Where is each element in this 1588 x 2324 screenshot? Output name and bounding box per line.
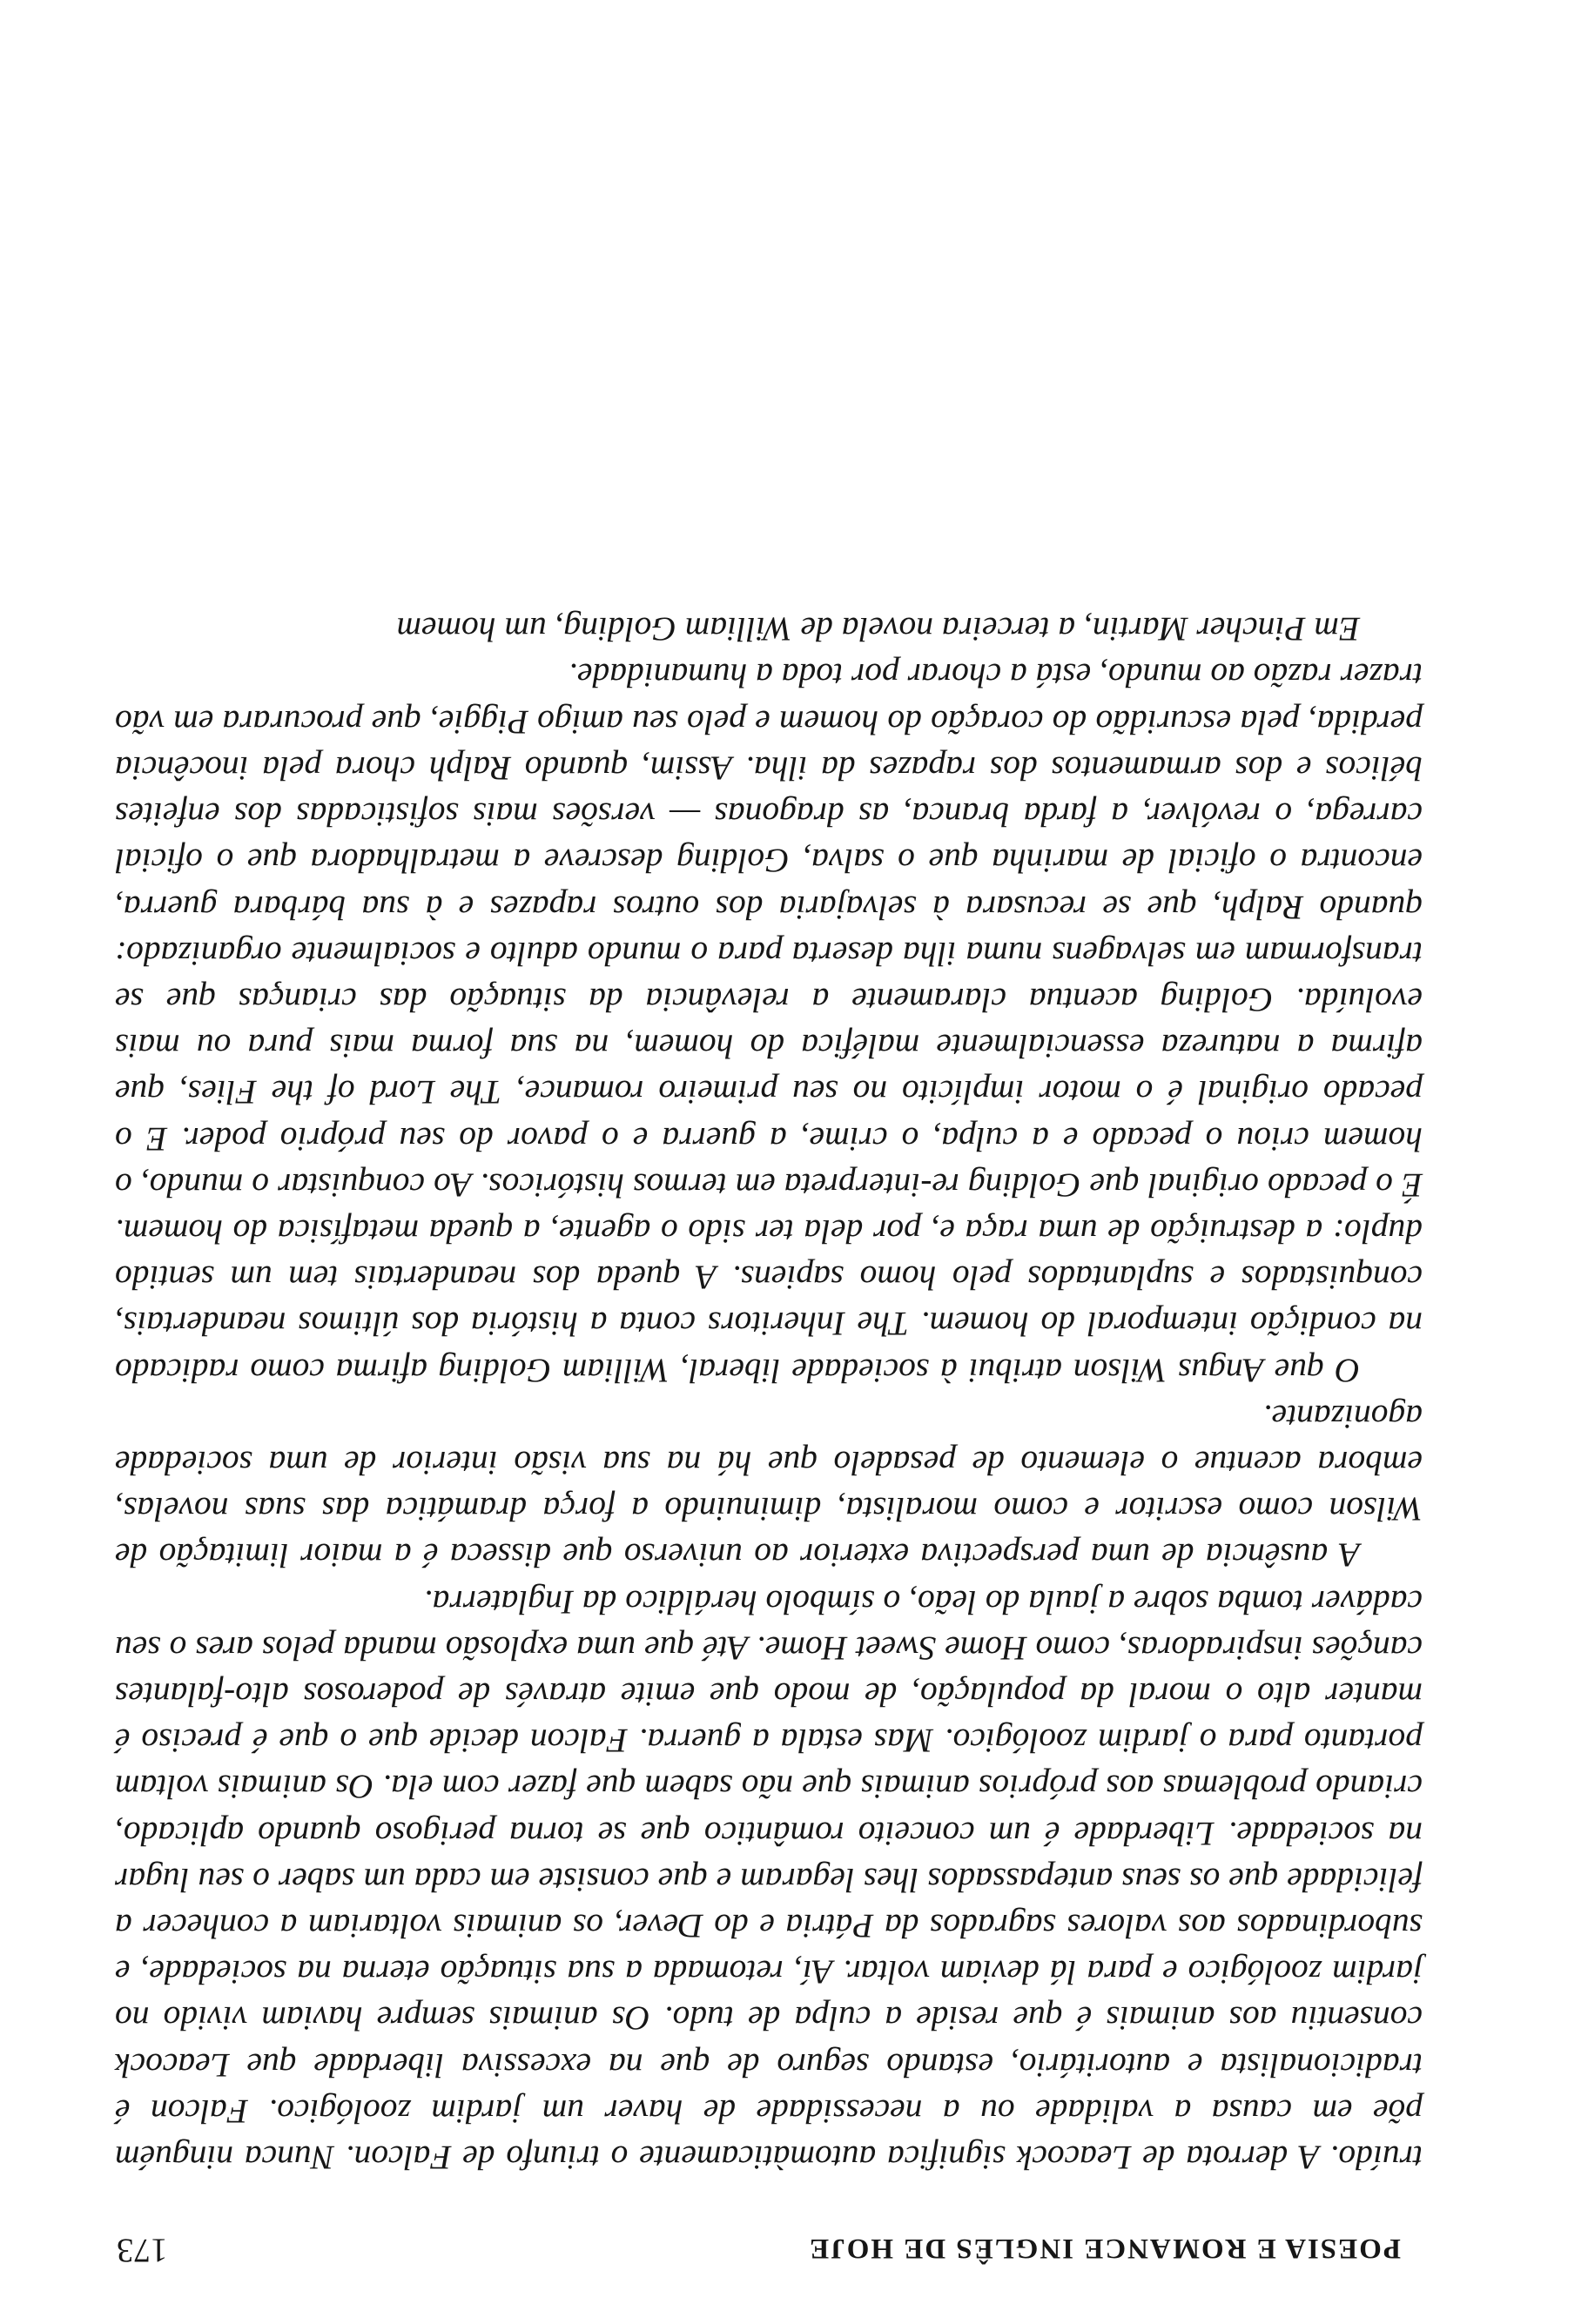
paragraph: Em Pincher Martin, a terceira novela de William Golding, um homem bbox=[396, 610, 1360, 649]
paragraph: truído. A derrota de Leacock significa automàticamente o triunfo de Falcon. Nunca ninguém põe em causa a validade ou a necessidade de haver um jardim zoológico. Falcon é tradicionalista e autoritário, estando seguro de que na excessiva liberdade que Leacock consentiu aos animais é que reside a culpa de tudo. Os animais sempre haviam vivido no jardim zoológico e para lá deviam voltar. Aí, retomada a sua situação eterna na sociedade, e subordinados aos valores sagrados da Pátria e do Dever, os animais voltariam a conhecer a felicidade que os seus antepassados lhes legaram e que consiste em cada um saber o seu lugar na sociedade. Liberdade é um conceito romântico que se torna perigoso quando aplicado, criando problemas aos próprios animais que não sabem que fazer com ela. Os animais voltam portanto para o jardim zoológico. Mas estala a guerra. Falcon decide que o que é preciso é manter alto o moral da população, de modo que emite através de poderosos alto-falantes canções inspiradoras, como Home Sweet Home. Até que uma explosão manda pelos ares o seu cadáver tomba sobre a jaula do leão, o símbolo heráldico da Inglaterra. bbox=[115, 1582, 1423, 2177]
paragraph: O que Angus Wilson atribui à sociedade liberal, William Golding afirma como radicado na condição intemporal do homem. The Inheritors conta a história dos últimos neandertais, conquistados e suplantados pelo homo sapiens. A queda dos neandertais tem um sentido duplo: a destruição de uma raça e, por dela ter sido o agente, a queda metafísica do homem. É o pecado original que Golding re-interpreta em termos históricos. Ao conquistar o mundo, o homem criou o pecado e a culpa, o crime, a guerra e o pavor do seu próprio poder. E o pecado original é o motor implícito no seu primeiro romance, The Lord of the Flies, que afirma a natureza essencialmente maléfica do homem, na sua forma mais pura ou mais evoluída. Golding acentua claramente a relevância da situação das crianças que se transformam em selvagens numa ilha deserta para o mundo adulto e socialmente organizado: quando Ralph, que se recusara à selvajaria dos outros rapazes e à sua bárbara guerra, encontra o oficial de marinha que o salva, Golding descreve a metralhadora que o oficial carrega, o revólver, a farda branca, as dragonas — versões mais sofisticadas dos enfeites bélicos e dos armamentos dos rapazes da ilha. Assim, quando Ralph chora pela inocência perdida, pela escuridão do coração do homem e pelo seu amigo Piggie, que procurara em vão trazer razão ao mundo, está a chorar por toda a humanidade. bbox=[115, 656, 1423, 1390]
page-number: 173 bbox=[117, 2232, 168, 2269]
running-title: POESIA E ROMANCE INGLÊS DE HOJE bbox=[808, 2233, 1401, 2264]
page-header bbox=[117, 2218, 1401, 2270]
paragraph: A ausência de uma perspectiva exterior ao universo que disseca é a maior limitação de Wilson como escritor e como moralista, diminuindo a força dramática das suas novelas, embora acentue o elemento de pesadelo que há na sua visão interior de uma sociedade agonizante. bbox=[115, 1397, 1423, 1575]
body-text bbox=[115, 606, 1423, 2180]
